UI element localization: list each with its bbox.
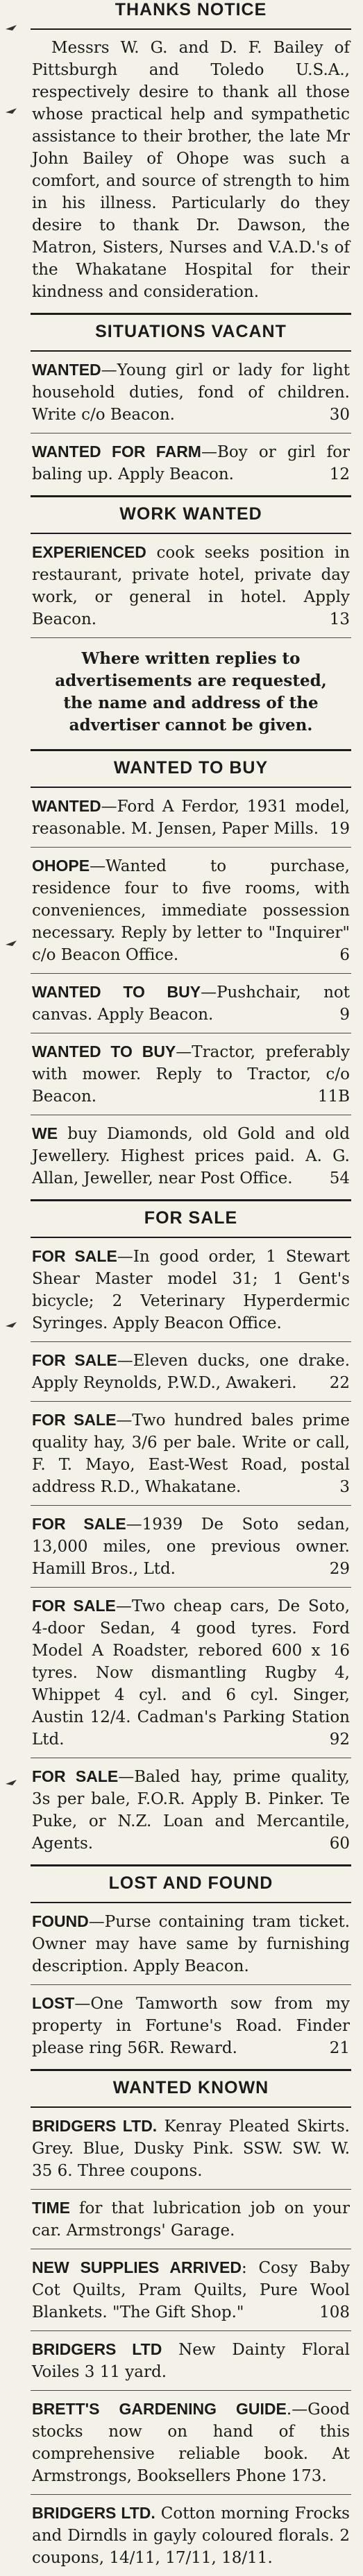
- ad-number: 9: [339, 1006, 350, 1024]
- ad-text: —1939 De Soto sedan, 13,000 miles, one previous owner. Hamill Bros., Ltd.: [32, 1515, 351, 1578]
- ad-text: : Cosy Baby Cot Quilts, Pram Quilts, Pure Wool Blankets. "The Gift Shop.": [32, 2259, 350, 2321]
- ad-number: 21: [329, 2039, 350, 2057]
- classified-ad: [31, 1342, 351, 1402]
- ad-text: cook seeks position in restaurant, private hotel, private day work, or general in hotel. Apply Beacon.: [32, 544, 350, 628]
- classified-ad: [31, 30, 351, 310]
- ad-lead: FOR SALE: [32, 1411, 117, 1429]
- ad-text: —Baled hay, prime quality, 3s per bale, F.O.R. Apply B. Pinker. Te Puke, or N.Z. Loan and Mercantile, Agents.: [32, 1768, 350, 1853]
- classified-ad: [31, 352, 351, 433]
- margin-mark: [3, 104, 19, 121]
- section-heading-wanted-known: WANTED KNOWN: [31, 2069, 351, 2108]
- ad-number: 6: [339, 946, 350, 964]
- ad-lead: OHOPE: [32, 857, 90, 875]
- ad-text: —Tractor, preferably with mower. Reply to Tractor, c/o Beacon.: [32, 1043, 350, 1106]
- ad-number: 54: [329, 1169, 350, 1187]
- margin-mark: [3, 1776, 19, 1792]
- classified-ad: [31, 1506, 351, 1588]
- section-situations: [31, 352, 351, 492]
- ad-text: —Ford A Ferdor, 1931 model, reasonable. M. Jensen, Paper Mills.: [32, 798, 350, 838]
- ad-number: 60: [329, 1835, 350, 1853]
- ad-text: —Two cheap cars, De Soto, 4-door Sedan, 4 good tyres. Ford Model A Roadster, rebored 600 x 16 tyres. Now dismantling Rugby 4, Whippet 4 cyl. and 6 cyl. Singer, Austin 12/4. Cadman's Parking Station Ltd.: [32, 1597, 350, 1749]
- section-heading-work: WORK WANTED: [31, 495, 351, 534]
- ad-number: 11B: [317, 1088, 350, 1106]
- ad-text: —Eleven ducks, one drake. Apply Reynolds, P.W.D., Awakeri.: [32, 1352, 351, 1392]
- classified-ad: [31, 2495, 351, 2576]
- classified-ad: [31, 974, 351, 1033]
- ad-number: 19: [329, 820, 350, 838]
- ad-lead: FOR SALE: [32, 1515, 126, 1533]
- ad-text: for that lubrication job on your car. Armstrongs' Garage.: [32, 2199, 350, 2240]
- ad-lead: LOST: [32, 1994, 75, 2012]
- ad-text: buy Diamonds, old Gold and old Jewellery. Highest prices paid. A. G. Allan, Jeweller, near Post Office.: [32, 1125, 350, 1187]
- ad-lead: WANTED: [32, 361, 101, 379]
- ad-text: —Two hundred bales prime quality hay, 3/6 per bale. Write or call, F. T. Mayo, East-West Road, postal address R.D., Whakatane.: [32, 1411, 351, 1496]
- ad-text: Kenray Pleated Skirts. Grey. Blue, Dusky Pink. SSW. SW. W. 35 6. Three coupons.: [32, 2118, 350, 2180]
- ad-number: 13: [329, 610, 350, 628]
- section-thanks: [31, 30, 351, 310]
- margin-mark: [3, 1318, 19, 1334]
- ad-text: —Purse containing tram ticket. Owner may have same by furnishing description. Apply Beacon.: [32, 1913, 350, 1975]
- section-wanted-to-buy: [31, 788, 351, 1196]
- classified-ad: [31, 1115, 351, 1196]
- ad-text: New Dainty Floral Voiles 3 11 yard.: [32, 2341, 350, 2381]
- classified-ad: [31, 2331, 351, 2391]
- ad-lead: BRIDGERS LTD.: [32, 2504, 155, 2522]
- section-heading-thanks: THANKS NOTICE: [31, 0, 351, 30]
- notice-box: [31, 638, 351, 746]
- classifieds-column: [31, 0, 351, 2576]
- classified-ad: [31, 1903, 351, 1985]
- classified-ad: [31, 534, 351, 638]
- classified-ad: [31, 433, 351, 492]
- ad-text: —Pushchair, not canvas. Apply Beacon.: [32, 984, 350, 1024]
- section-for-sale: [31, 1238, 351, 1862]
- classified-ad: [31, 2190, 351, 2249]
- ad-lead: BRETT'S GARDENING GUIDE: [32, 2400, 287, 2418]
- classified-ad: [31, 2391, 351, 2495]
- classified-ad: [31, 788, 351, 848]
- ad-lead: WANTED: [32, 797, 101, 815]
- ad-number: 30: [329, 406, 350, 424]
- ad-number: 92: [329, 1731, 350, 1749]
- ad-number: 3: [339, 1478, 350, 1496]
- ad-lead: WE: [32, 1124, 58, 1142]
- section-heading-wanted-to-buy: WANTED TO BUY: [31, 749, 351, 788]
- ad-text: Messrs W. G. and D. F. Bailey of Pittsburgh and Toledo U.S.A., respectively desire to thank all those whose practical help and sympathetic assistance to their brother, the late Mr John Bailey of Ohope was such a comfort, and source of strength to him in his illness. Particularly do they desire to thank Dr. Dawson, the Matron, Sisters, Nurses and V.A.D.'s of the Whakatane Hospital for their kindness and consideration.: [32, 39, 350, 301]
- ad-lead: WANTED TO BUY: [32, 983, 201, 1001]
- ad-text: —Wanted to purchase, residence four to five rooms, with conveniences, immediate possession necessary. Reply by letter to "Inquirer" c/o Beacon Office.: [32, 857, 350, 964]
- classified-ad: [31, 2108, 351, 2190]
- ad-text: —Young girl or lady for light household duties, fond of children. Write c/o Beacon.: [32, 361, 350, 424]
- ad-text: Where written replies to advertisements are requested, the name and address of the advertiser cannot be given.: [55, 649, 327, 735]
- ad-text: —One Tamworth sow from my property in Fortune's Road. Finder please ring 56R. Reward.: [32, 1995, 350, 2057]
- ad-number: 22: [329, 1374, 350, 1392]
- ad-lead: EXPERIENCED: [32, 543, 146, 561]
- section-lost-found: [31, 1903, 351, 2066]
- ad-number: 108: [319, 2303, 350, 2321]
- ad-lead: TIME: [32, 2199, 70, 2217]
- ad-number: 12: [329, 465, 350, 483]
- ad-lead: BRIDGERS LTD: [32, 2340, 162, 2358]
- ad-lead: FOR SALE: [32, 1767, 119, 1785]
- ad-number: 29: [329, 1560, 350, 1578]
- ad-text: Cotton morning Frocks and Dirndls in gayly coloured florals. 2 coupons, 14/11, 17/11, 18/11.: [32, 2505, 350, 2567]
- classified-ad: [31, 1033, 351, 1115]
- margin-marks: [0, 0, 28, 2495]
- ad-text: .—Good stocks now on hand of this comprehensive reliable book. At Armstrongs, Booksellers Phone 173.: [32, 2401, 350, 2485]
- ad-lead: BRIDGERS LTD.: [32, 2117, 158, 2135]
- classified-ad: [31, 1588, 351, 1758]
- ad-lead: WANTED TO BUY: [32, 1042, 176, 1061]
- classified-ad: [31, 2249, 351, 2331]
- section-heading-lost-found: LOST AND FOUND: [31, 1864, 351, 1903]
- ad-lead: FOR SALE: [32, 1247, 117, 1265]
- classified-ad: [31, 1758, 351, 1862]
- classified-ad: [31, 848, 351, 974]
- classified-ad: [31, 1402, 351, 1506]
- section-heading-situations: SITUATIONS VACANT: [31, 313, 351, 352]
- section-heading-for-sale: FOR SALE: [31, 1199, 351, 1238]
- margin-mark: [3, 936, 19, 953]
- section-work: [31, 534, 351, 746]
- ad-lead: FOUND: [32, 1912, 89, 1930]
- section-wanted-known: [31, 2108, 351, 2576]
- ad-lead: FOR SALE: [32, 1597, 116, 1615]
- ad-lead: WANTED FOR FARM: [32, 443, 201, 461]
- margin-mark: [3, 21, 19, 37]
- ad-lead: NEW SUPPLIES ARRIVED: [32, 2258, 242, 2276]
- classified-ad: [31, 1985, 351, 2066]
- ad-text: —Boy or girl for baling up. Apply Beacon.: [32, 443, 350, 483]
- classified-ad: [31, 1238, 351, 1342]
- ad-text: —In good order, 1 Stewart Shear Master model 31; 1 Gent's bicycle; 2 Veterinary Hyperdermic Syringes. Apply Beacon Office.: [32, 1248, 351, 1332]
- ad-lead: FOR SALE: [32, 1351, 117, 1369]
